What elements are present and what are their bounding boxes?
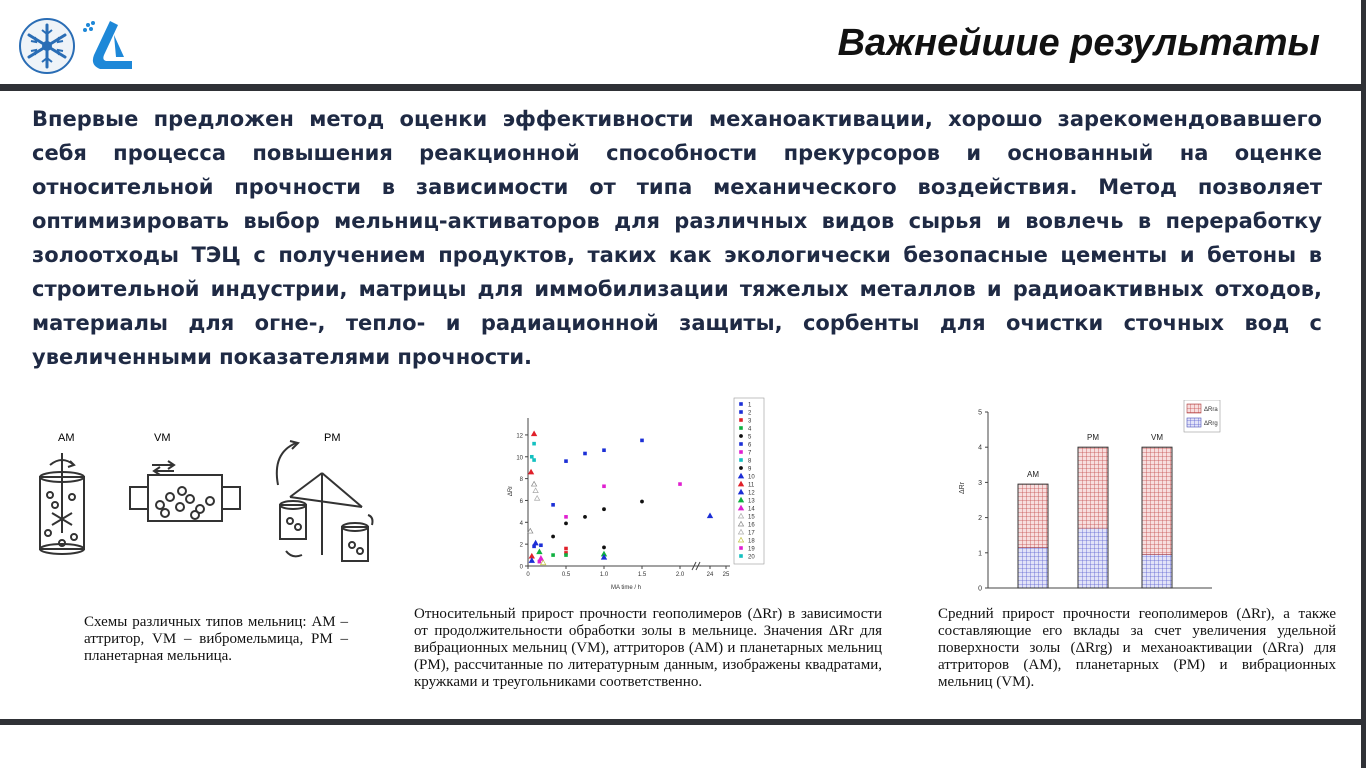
label-pm: PM [324, 432, 341, 444]
y-tick-label: 3 [978, 479, 982, 487]
data-point [564, 459, 568, 463]
x-tick-label: 1.5 [637, 572, 647, 578]
data-point [739, 426, 743, 430]
data-point [739, 434, 743, 438]
data-point [533, 540, 538, 545]
legend-label: 11 [748, 482, 755, 489]
y-tick-label: 4 [978, 444, 982, 452]
y-tick-label: 2 [978, 515, 982, 523]
data-point [551, 535, 555, 539]
legend-label: 14 [748, 506, 755, 513]
data-point [533, 488, 538, 493]
y-axis-label: ΔRr [508, 485, 514, 497]
data-point [739, 546, 743, 550]
legend-label: 3 [748, 418, 752, 425]
y-tick-label: 2 [519, 542, 523, 549]
data-point [532, 442, 536, 446]
data-point [640, 439, 644, 443]
snowflake-logo-icon [18, 17, 76, 75]
bar-segment [1142, 447, 1172, 554]
bar-chart-svg [950, 400, 1222, 596]
label-am: AM [58, 432, 75, 444]
legend-label: 15 [748, 514, 755, 521]
scatter-chart-svg [498, 396, 770, 596]
data-point [739, 450, 743, 454]
data-point [528, 469, 533, 474]
data-point [602, 484, 606, 488]
bar-segment [1018, 484, 1048, 547]
data-point [532, 458, 536, 462]
data-point [537, 549, 542, 554]
y-tick-label: 0 [519, 564, 523, 571]
legend-label: 18 [748, 538, 755, 545]
data-point [739, 554, 743, 558]
legend-label: 4 [748, 426, 752, 433]
legend-label: ΔRrg [1204, 421, 1218, 427]
data-point [739, 410, 743, 414]
main-paragraph: Впервые предложен метод оценки эффективности механоактивации, хорошо зарекомендовавшего себя процесса повышения реакционной способности прекурсоров и основанный на оценке относительной прочности в зависимости от типа механического воздействия. Метод позволяет оптимизировать выбор мельниц-активаторов для различных видов сырья и вовлечь в переработку золоотходы ТЭЦ с получением продуктов, таких как экологически безопасные цементы и бетоны в строительной индустрии, матрицы для иммобилизации тяжелых металлов и радиоактивных отходов, материалы для огне-, тепло- и радиационной защиты, сорбенты для очистки сточных вод с увеличенными показателями прочности. [32, 107, 1322, 369]
data-point [583, 452, 587, 456]
header-divider [0, 84, 1366, 91]
y-tick-label: 10 [516, 455, 523, 462]
x-tick-label: 24 [706, 572, 714, 578]
y-tick-label: 6 [519, 498, 523, 505]
legend-label: 6 [748, 442, 752, 449]
legend-label: 7 [748, 450, 752, 457]
legend-label: 12 [748, 490, 755, 497]
figure2-caption: Относительный прирост прочности геополимеров (ΔRr) в зависимости от продолжительности обработки золы в мельнице. Значения ΔRr для вибрационных мельниц (VM), аттриторов (AM) и планетарных мельниц (PM), рассчитанные по литературным данным, изображены квадратами, кружками и треугольниками соответственно. [414, 606, 882, 690]
figure-mill-schemes [22, 425, 402, 585]
data-point [602, 448, 606, 452]
legend-label: 5 [748, 434, 752, 441]
legend-swatch [1187, 404, 1201, 413]
logo-institute [80, 17, 136, 75]
data-point [739, 458, 743, 462]
x-tick-label: 25 [722, 572, 730, 578]
y-tick-label: 0 [978, 585, 982, 593]
bar-legend [1184, 400, 1220, 432]
scatter-chart [498, 396, 770, 596]
legend-label: 9 [748, 466, 752, 473]
x-tick-label: 0 [526, 572, 530, 578]
data-point [739, 402, 743, 406]
bar-segment [1142, 555, 1172, 588]
x-tick-label: 1.0 [599, 572, 609, 578]
bar-category-label: PM [1087, 433, 1099, 443]
legend-label: 17 [748, 530, 755, 537]
bar-category-label: AM [1027, 470, 1039, 480]
legend-label: 10 [748, 474, 755, 481]
bar-segment [1018, 548, 1048, 588]
legend-label: 16 [748, 522, 755, 529]
data-point [564, 553, 568, 557]
data-point [539, 543, 543, 547]
data-point [739, 418, 743, 422]
x-tick-label: 0.5 [561, 572, 571, 578]
data-point [602, 507, 606, 511]
right-border [1361, 0, 1366, 768]
bar-marks [1018, 433, 1172, 588]
y-tick-label: 1 [978, 550, 982, 558]
data-point [602, 546, 606, 550]
data-point [739, 442, 743, 446]
data-point [551, 503, 555, 507]
y-tick-label: 12 [516, 433, 523, 440]
figure3-caption: Средний прирост прочности геополимеров (ΔRr), а также составляющие его вклады за счет увеличения удельной поверхности золы (ΔRrg) и механоактивации (ΔRra) для аттриторов (AM), планетарных (PM) и вибрационных мельниц (VM). [938, 606, 1336, 690]
data-point [541, 560, 546, 565]
data-point [535, 496, 540, 501]
data-point [583, 515, 587, 519]
y-tick-label: 8 [519, 477, 523, 484]
institute-logo-icon [80, 17, 136, 75]
x-axis-label: MA time / h [610, 585, 642, 591]
bar-category-label: VM [1151, 433, 1163, 443]
bar-segment [1078, 447, 1108, 528]
page-title: Важнейшие результаты [837, 22, 1320, 64]
legend-label: 20 [748, 554, 755, 561]
data-point [531, 481, 536, 486]
data-point [564, 522, 568, 526]
legend-swatch [1187, 418, 1201, 427]
legend-label: 2 [748, 410, 752, 417]
scatter-points [528, 431, 713, 564]
data-point [551, 553, 555, 557]
data-point [530, 455, 534, 459]
logo-snowflake [18, 17, 76, 75]
data-point [564, 515, 568, 519]
scatter-legend [734, 398, 764, 564]
data-point [564, 547, 568, 551]
data-point [538, 556, 543, 561]
y-axis-label: ΔRr [959, 481, 966, 495]
legend-label: ΔRra [1204, 407, 1218, 413]
x-tick-label: 2.0 [675, 572, 685, 578]
data-point [529, 558, 534, 563]
y-tick-label: 4 [519, 520, 523, 527]
data-point [739, 466, 743, 470]
y-tick-label: 5 [978, 409, 982, 417]
data-point [707, 513, 712, 518]
legend-label: 1 [748, 402, 752, 409]
data-point [531, 431, 536, 436]
legend-label: 13 [748, 498, 755, 505]
data-point [678, 482, 682, 486]
legend-label: 19 [748, 546, 755, 553]
footer-divider [0, 719, 1366, 725]
bar-segment [1078, 528, 1108, 588]
stacked-bar-chart [950, 400, 1222, 596]
data-point [640, 500, 644, 504]
label-vm: VM [154, 432, 171, 444]
figure1-caption: Схемы различных типов мельниц: AM – аттритор, VM – вибромельмица, PM – планетарная мельница. [84, 614, 348, 664]
legend-label: 8 [748, 458, 752, 465]
mill-schemes-drawing [22, 425, 402, 585]
